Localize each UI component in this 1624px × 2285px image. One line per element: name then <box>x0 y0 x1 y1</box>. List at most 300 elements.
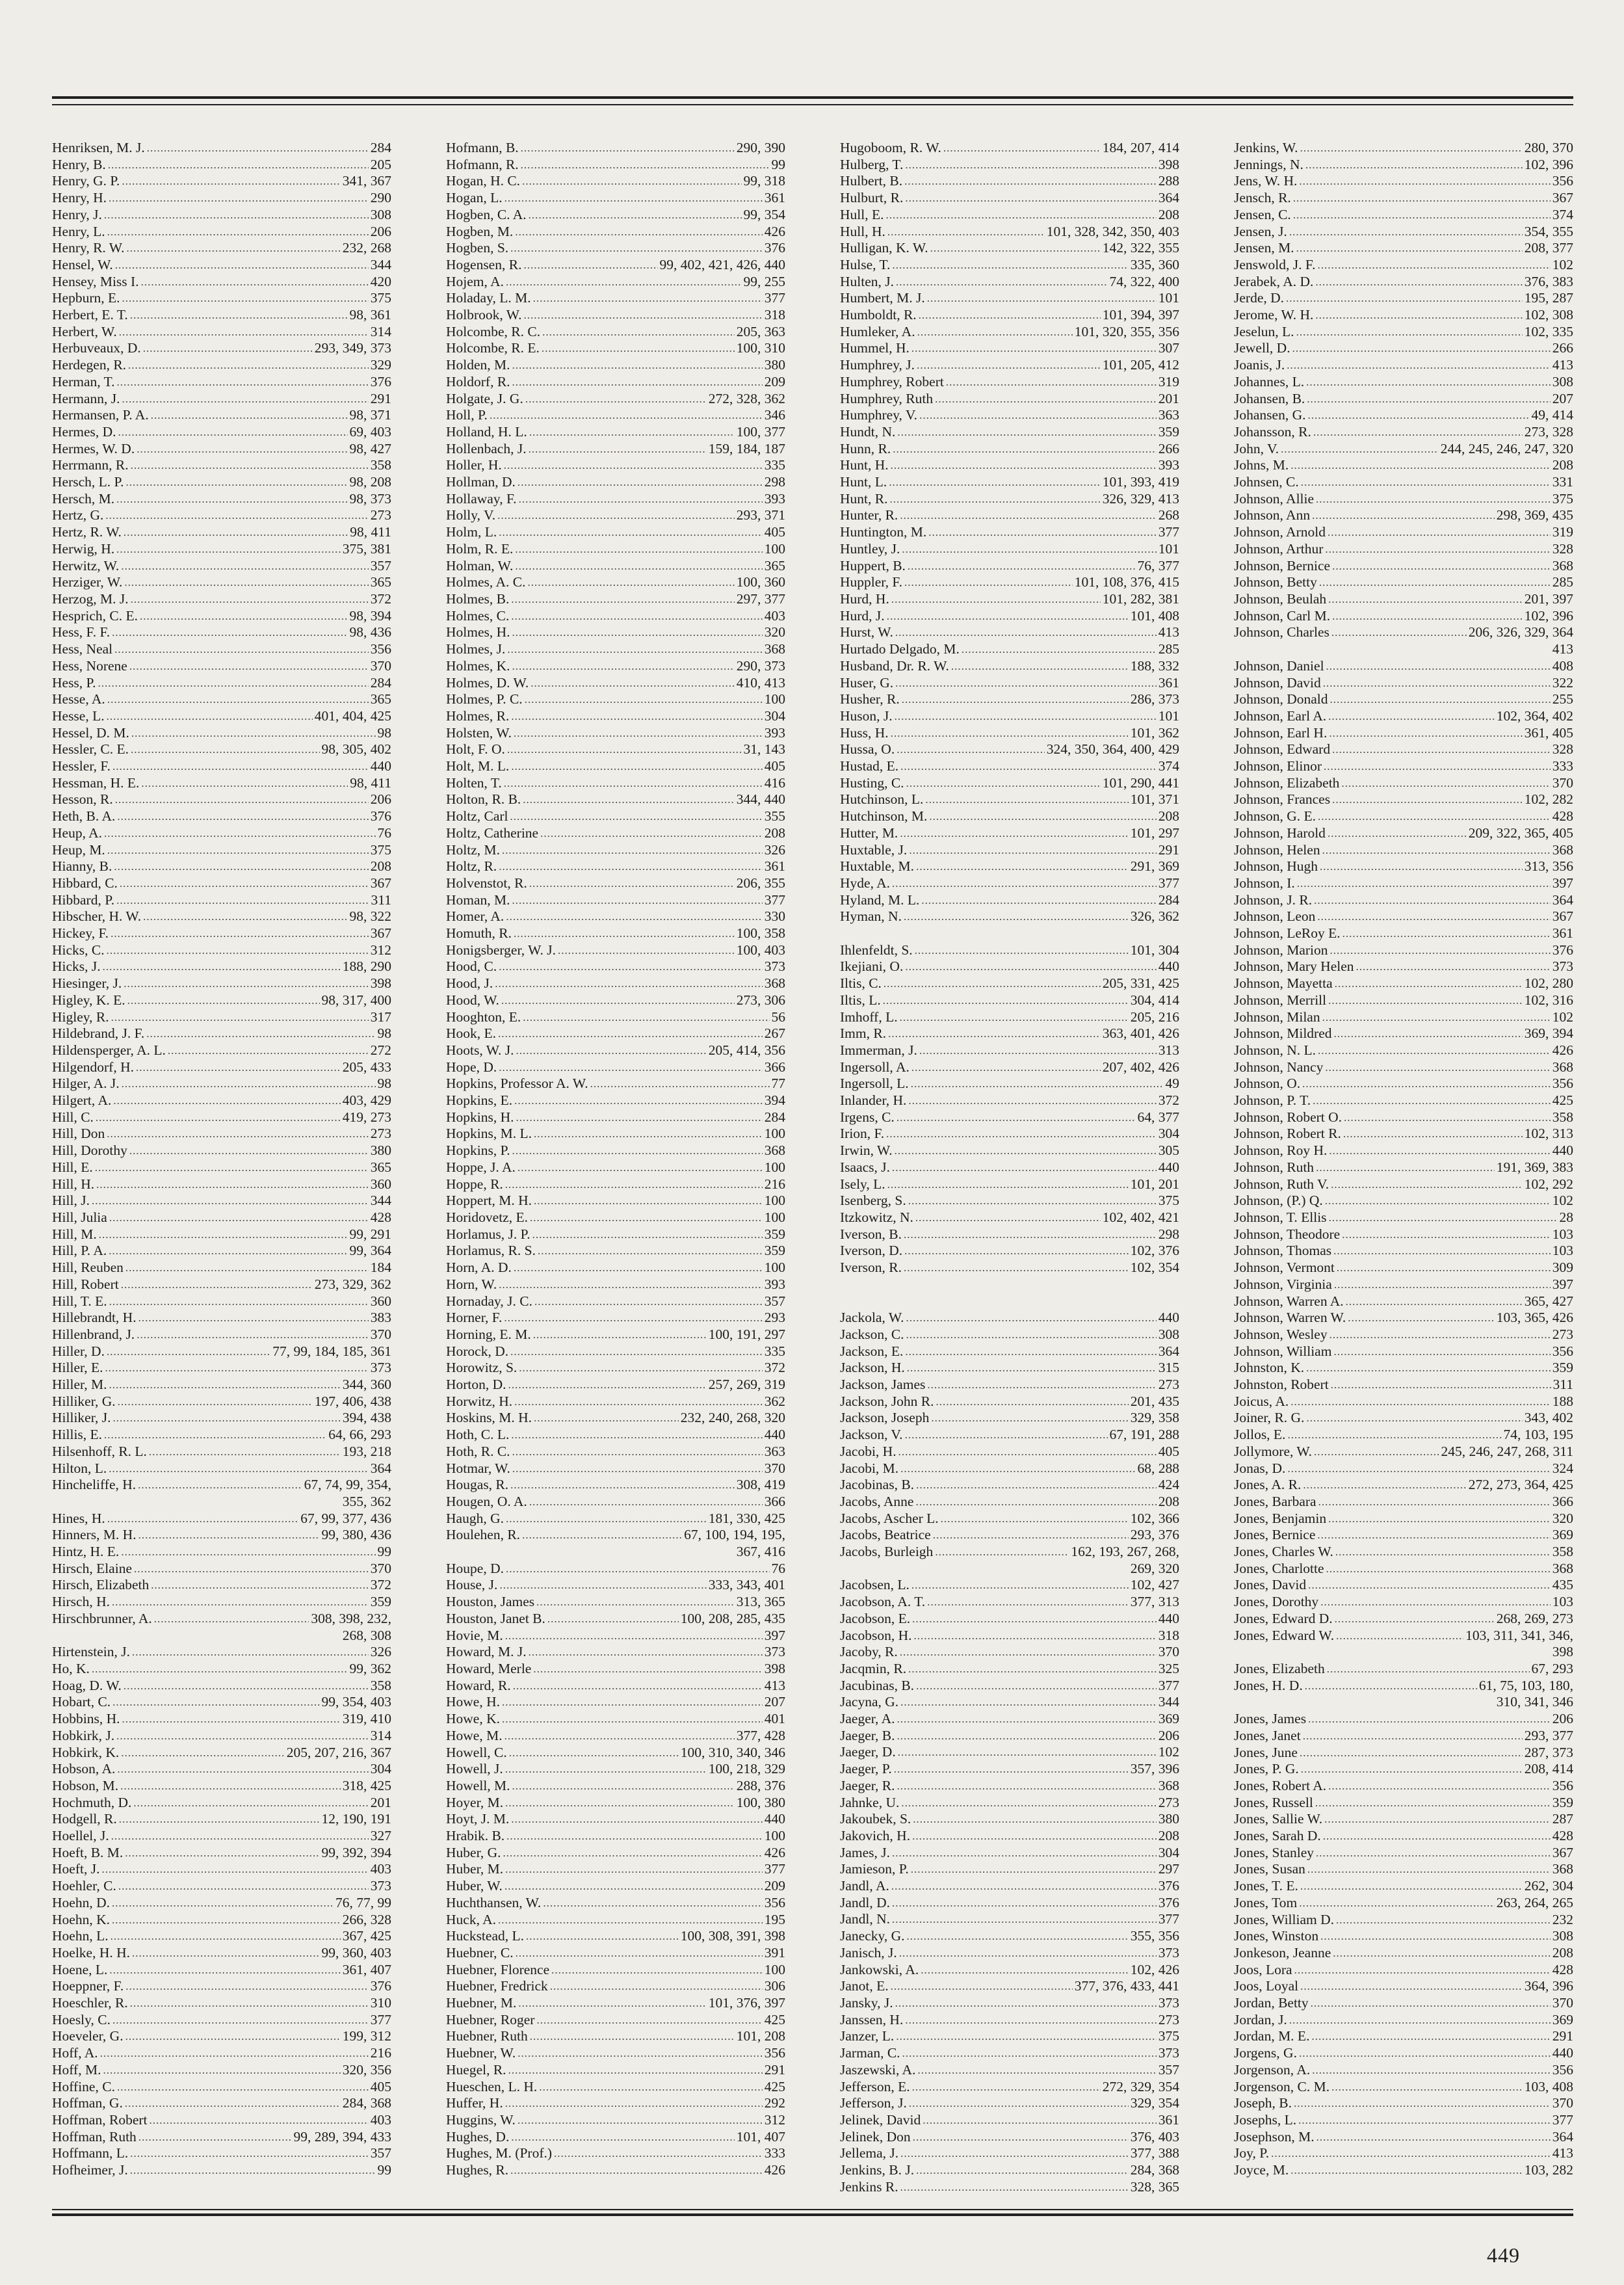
entry-name: Joy, P. <box>1234 2145 1270 2161</box>
entry-pages: 291 <box>1158 841 1179 858</box>
entry-pages: 394 <box>764 1092 785 1109</box>
dot-leader <box>136 1059 341 1076</box>
entry-name: Huckstead, L. <box>446 1928 525 1944</box>
dot-leader <box>512 357 763 374</box>
entry-name: Johnson, Virginia <box>1234 1276 1332 1292</box>
entry-pages: 308 <box>1158 1326 1179 1342</box>
entry-pages: 370 <box>764 1460 785 1476</box>
entry-pages: 102, 282 <box>1524 791 1573 808</box>
entry-name: Horlamus, R. S. <box>446 1243 536 1259</box>
index-entry <box>1234 1042 1573 1059</box>
index-entry <box>1234 1159 1573 1176</box>
entry-pages: 61, 75, 103, 180, <box>1478 1677 1573 1693</box>
entry-name: Hughes, D. <box>446 2128 510 2145</box>
index-entry <box>840 1176 1179 1193</box>
entry-name: Hilsenhoff, R. L. <box>52 1443 147 1459</box>
dot-leader <box>1318 257 1551 274</box>
entry-pages: 335, 360 <box>1130 256 1179 272</box>
entry-name: Jacobs, Anne <box>840 1493 914 1509</box>
index-entry <box>446 1795 785 1812</box>
entry-pages: 184, 207, 414 <box>1102 140 1179 155</box>
entry-pages: 273 <box>1158 1376 1179 1392</box>
entry-name: Husher, R. <box>840 691 900 707</box>
dot-leader <box>887 1176 1129 1193</box>
entry-pages: 313 <box>1158 1042 1179 1058</box>
dot-leader <box>512 1778 735 1795</box>
entry-pages: 375 <box>1552 490 1573 507</box>
entry-name: Hrabik. B. <box>446 1828 505 1844</box>
entry-name: Hochmuth, D. <box>52 1794 132 1810</box>
entry-pages: 99, 360, 403 <box>321 1944 391 1961</box>
dot-leader <box>511 608 762 625</box>
index-entry <box>52 474 391 491</box>
index-entry <box>52 2045 391 2062</box>
dot-leader <box>128 357 369 374</box>
dot-leader <box>928 524 1157 541</box>
entry-name: Josephson, M. <box>1234 2128 1315 2145</box>
entry-name: Huson, J. <box>840 707 893 724</box>
entry-name: Hojem, A. <box>446 273 504 289</box>
entry-pages: 287 <box>1552 1811 1573 1827</box>
index-column-2 <box>446 140 785 2240</box>
dot-leader <box>1332 791 1523 808</box>
index-entry <box>52 1912 391 1929</box>
entry-pages: 102, 376 <box>1130 1243 1179 1259</box>
dot-leader <box>1314 892 1551 909</box>
entry-name: Jones, Winston <box>1234 1928 1319 1944</box>
entry-pages: 425 <box>764 2011 785 2027</box>
index-entry <box>446 558 785 575</box>
index-entry <box>1234 1661 1573 1678</box>
entry-pages: 370 <box>370 1560 391 1576</box>
index-entry <box>446 1561 785 1578</box>
dot-leader <box>506 1561 770 1578</box>
dot-leader <box>501 992 735 1009</box>
dot-leader <box>121 1276 313 1293</box>
dot-leader <box>1318 1494 1551 1511</box>
entry-name: Howard, M. J. <box>446 1644 527 1660</box>
entry-pages: 356 <box>1552 1343 1573 1359</box>
entry-pages: 333, 343, 401 <box>708 1577 785 1593</box>
index-entry <box>52 257 391 274</box>
entry-pages: 355 <box>764 808 785 825</box>
index-entry <box>840 324 1179 341</box>
entry-pages: 330 <box>764 908 785 925</box>
dot-leader <box>899 1945 1157 1962</box>
index-entry <box>52 1293 391 1310</box>
entry-pages: 403 <box>370 1861 391 1877</box>
entry-pages: 326 <box>370 1644 391 1660</box>
index-entry <box>1234 658 1573 675</box>
entry-name: Hoyt, J. M. <box>446 1811 510 1827</box>
entry-pages: 98, 322 <box>349 908 391 925</box>
entry-name: Johnson, Milan <box>1234 1009 1320 1025</box>
index-entry <box>840 1360 1179 1377</box>
entry-pages: 100, 218, 329 <box>708 1761 785 1777</box>
dot-leader <box>530 1209 763 1226</box>
entry-pages: 376 <box>370 373 391 390</box>
index-entry <box>840 1042 1179 1059</box>
entry-name: Hoots, W. J. <box>446 1042 514 1058</box>
dot-leader <box>1292 340 1551 357</box>
entry-pages: 193, 218 <box>342 1443 391 1459</box>
entry-name: Ingersoll, A. <box>840 1059 910 1075</box>
entry-name: Johnson, Elinor <box>1234 758 1322 774</box>
entry-pages: 205, 331, 425 <box>1102 975 1179 992</box>
entry-name: Herzog, M. J. <box>52 590 129 607</box>
entry-name: Hobson, A. <box>52 1761 116 1777</box>
entry-pages: 331 <box>1552 474 1573 490</box>
index-entry <box>1234 1978 1573 1995</box>
entry-pages: 304, 414 <box>1130 992 1179 1008</box>
entry-pages: 100, 377 <box>736 423 785 440</box>
entry-pages: 428 <box>1552 1961 1573 1977</box>
entry-name: Hurst, W. <box>840 624 893 641</box>
entry-pages: 368 <box>764 1142 785 1159</box>
entry-pages: 307 <box>1158 340 1179 356</box>
dot-leader <box>495 975 762 992</box>
entry-pages: 99, 392, 394 <box>321 1844 391 1860</box>
index-entry <box>446 307 785 324</box>
index-entry <box>840 507 1179 524</box>
entry-name: Herbert, W. <box>52 323 117 339</box>
index-entry <box>446 1042 785 1059</box>
index-entry <box>840 524 1179 541</box>
entry-name: Horn, W. <box>446 1276 497 1292</box>
entry-pages: 361, 405 <box>1524 724 1573 741</box>
entry-name: Hussa, O. <box>840 741 895 758</box>
entry-name: Huebner, C. <box>446 1944 514 1961</box>
entry-pages: 367 <box>370 925 391 942</box>
entry-name: Hepburn, E. <box>52 290 120 306</box>
dot-leader <box>506 274 742 291</box>
entry-name: Hopkins, Professor A. W. <box>446 1076 588 1092</box>
dot-leader <box>912 1611 1157 1628</box>
dot-leader <box>534 1193 763 1209</box>
entry-name: Hoeveler, G. <box>52 2028 124 2044</box>
index-entry <box>1234 340 1573 357</box>
entry-name: Jacyna, G. <box>840 1694 899 1710</box>
dot-leader <box>897 1778 1157 1795</box>
index-entry <box>840 1694 1179 1711</box>
dot-leader <box>516 1109 763 1126</box>
dot-leader <box>499 1276 763 1293</box>
dot-leader <box>1290 457 1551 474</box>
entry-name: Hoffman, G. <box>52 2095 123 2111</box>
entry-pages: 102, 427 <box>1130 1577 1179 1593</box>
dot-leader <box>911 1577 1129 1594</box>
entry-pages: 100 <box>764 1828 785 1844</box>
index-entry <box>52 2162 391 2179</box>
index-entry <box>52 1477 391 1494</box>
entry-pages: 101, 290, 441 <box>1102 774 1179 791</box>
dot-leader <box>1299 1895 1495 1912</box>
dot-leader <box>907 1360 1157 1377</box>
index-entry <box>840 1092 1179 1109</box>
index-entry <box>52 1159 391 1176</box>
dot-leader <box>1300 1745 1523 1762</box>
index-entry <box>446 207 785 224</box>
entry-name: Johnson, Arnold <box>1234 524 1326 540</box>
entry-pages: 100, 358 <box>736 925 785 942</box>
index-entry <box>446 1276 785 1293</box>
entry-pages: 361 <box>1552 925 1573 942</box>
dot-leader <box>512 624 763 641</box>
entry-name: Joseph, B. <box>1234 2095 1292 2111</box>
dot-leader <box>508 2062 763 2079</box>
dot-leader <box>504 457 763 474</box>
dot-leader <box>1328 524 1551 541</box>
dot-leader <box>168 1042 369 1059</box>
entry-name: Hyde, A. <box>840 875 891 891</box>
index-entry <box>52 1761 391 1778</box>
entry-name: Howell, M. <box>446 1777 510 1793</box>
entry-name: Johnson, Leon <box>1234 908 1316 925</box>
entry-pages: 368 <box>764 975 785 992</box>
index-entry <box>1234 2112 1573 2129</box>
entry-name: Hill, Reuben <box>52 1260 124 1276</box>
entry-pages: 328 <box>1552 540 1573 557</box>
dot-leader <box>511 708 762 725</box>
index-entry <box>52 558 391 575</box>
entry-name: Holman, W. <box>446 557 514 574</box>
entry-name: Jellema, J. <box>840 2145 899 2161</box>
entry-pages: 372 <box>764 1360 785 1376</box>
entry-name: Iverson, D. <box>840 1243 903 1259</box>
entry-pages: 357 <box>370 2145 391 2161</box>
dot-leader <box>1314 1444 1439 1460</box>
entry-pages: 207 <box>1552 390 1573 406</box>
entry-name: Henriksen, M. J. <box>52 140 145 155</box>
index-entry <box>52 1377 391 1393</box>
dot-leader <box>131 591 369 608</box>
dot-leader <box>122 391 369 408</box>
dot-leader <box>507 741 742 758</box>
entry-pages: 98, 411 <box>350 774 391 791</box>
dot-leader <box>1308 1711 1551 1728</box>
dot-leader <box>891 591 1101 608</box>
entry-pages: 12, 190, 191 <box>321 1811 391 1827</box>
entry-name: Hilger, A. J. <box>52 1076 120 1092</box>
dot-leader <box>916 1477 1157 1494</box>
entry-pages: 197, 406, 438 <box>314 1393 391 1409</box>
entry-pages: 356 <box>764 2045 785 2061</box>
dot-leader <box>1325 541 1550 558</box>
dot-leader <box>895 1995 1157 2012</box>
dot-leader <box>504 775 763 792</box>
index-entry <box>1234 1511 1573 1527</box>
dot-leader <box>1324 1811 1551 1828</box>
entry-name: Hulburt, R. <box>840 190 904 206</box>
dot-leader <box>1327 1661 1530 1678</box>
dot-leader <box>1324 758 1551 775</box>
dot-leader <box>1335 975 1523 992</box>
entry-pages: 326, 329, 413 <box>1102 490 1179 507</box>
dot-leader <box>1344 1109 1551 1126</box>
entry-pages: 201 <box>1158 390 1179 406</box>
entry-name: Jefferson, J. <box>840 2095 907 2111</box>
dot-leader <box>1306 1410 1522 1427</box>
entry-pages: 375 <box>370 290 391 306</box>
index-entry <box>52 942 391 959</box>
entry-pages: 364 <box>370 1460 391 1476</box>
entry-pages: 357 <box>370 557 391 574</box>
entry-pages: 195, 287 <box>1524 290 1573 306</box>
dot-leader <box>891 1878 1157 1895</box>
entry-pages: 369 <box>1552 1527 1573 1543</box>
index-entry <box>52 908 391 925</box>
dot-leader <box>534 1410 679 1427</box>
entry-pages: 99 <box>771 156 785 172</box>
entry-pages: 100 <box>764 1260 785 1276</box>
index-entry <box>446 641 785 658</box>
index-entry <box>1234 1193 1573 1209</box>
entry-name: Jaeger, B. <box>840 1727 895 1743</box>
dot-leader <box>516 1945 763 1962</box>
entry-pages: 257, 269, 319 <box>708 1377 785 1393</box>
dot-leader <box>108 157 369 174</box>
entry-pages: 356 <box>764 1894 785 1910</box>
index-entry <box>1234 1628 1573 1644</box>
entry-name: Johnson, Earl A. <box>1234 707 1327 724</box>
index-entry <box>1234 157 1573 174</box>
index-entry <box>446 2112 785 2129</box>
entry-name: Jones, Charles W. <box>1234 1544 1333 1560</box>
entry-name: Hirsch, Elizabeth <box>52 1577 150 1593</box>
entry-pages: 368 <box>1552 1861 1573 1877</box>
entry-name: Howe, K. <box>446 1711 500 1727</box>
entry-pages: 100, 310 <box>736 340 785 356</box>
entry-pages: 319 <box>1552 524 1573 540</box>
entry-name: Hopkins, P. <box>446 1142 510 1159</box>
entry-name: Holmes, P. C. <box>446 691 523 707</box>
index-entry <box>1234 975 1573 992</box>
dot-leader <box>117 1761 368 1778</box>
dot-leader <box>512 892 763 909</box>
dot-leader <box>936 1393 1129 1410</box>
entry-pages: 366 <box>1552 1493 1573 1509</box>
entry-name: Jenkins, B. J. <box>840 2162 915 2178</box>
dot-leader <box>902 541 1156 558</box>
entry-name: Jelinek, David <box>840 2111 921 2128</box>
dot-leader <box>1335 1544 1551 1561</box>
dot-leader <box>532 1226 763 1243</box>
entry-name: Hood, C. <box>446 958 497 975</box>
entry-pages: 101, 282, 381 <box>1102 590 1179 607</box>
entry-pages: 397 <box>764 1627 785 1643</box>
entry-name: Janot, E. <box>840 1978 889 1994</box>
entry-pages: 191, 369, 383 <box>1496 1159 1573 1175</box>
dot-leader <box>512 658 735 675</box>
entry-name: Jones, A. R. <box>1234 1477 1302 1493</box>
entry-pages: 206, 355 <box>736 875 785 891</box>
entry-name: Holvenstot, R. <box>446 875 527 891</box>
dot-leader <box>917 2062 1156 2079</box>
index-entry <box>446 2129 785 2146</box>
index-entry <box>52 1260 391 1276</box>
entry-name: Johnson, Bernice <box>1234 557 1331 574</box>
entry-pages: 376, 403 <box>1130 2128 1179 2145</box>
dot-leader <box>499 958 763 975</box>
entry-name: Jones, Tom <box>1234 1894 1298 1910</box>
entry-pages: 293, 377 <box>1524 1727 1573 1743</box>
index-entry <box>1234 1243 1573 1260</box>
dot-leader <box>906 775 1101 792</box>
entry-pages: 101, 205, 412 <box>1102 357 1179 373</box>
index-entry <box>1234 1444 1573 1460</box>
entry-pages: 284, 368 <box>342 2095 391 2111</box>
entry-pages: 268, 269, 273 <box>1496 1610 1573 1626</box>
entry-name: Johnson, Vermont <box>1234 1260 1335 1276</box>
entry-pages: 101, 408 <box>1130 607 1179 624</box>
index-entry <box>840 1310 1179 1327</box>
entry-pages: 103 <box>1552 1243 1573 1259</box>
index-entry <box>1234 491 1573 508</box>
entry-name: Holtz, R. <box>446 858 497 875</box>
index-entry <box>1234 1795 1573 1812</box>
entry-name: Johnson, Frances <box>1234 791 1331 808</box>
entry-name: Hermansen, P. A. <box>52 407 149 423</box>
entry-pages: 100 <box>764 1961 785 1977</box>
entry-pages: 103, 365, 426 <box>1496 1310 1573 1326</box>
entry-pages: 272 <box>370 1042 391 1058</box>
dot-leader <box>891 457 1157 474</box>
index-entry <box>1234 1828 1573 1845</box>
index-entry <box>840 641 1179 658</box>
entry-name: Huegel, R. <box>446 2061 506 2078</box>
entry-pages: 393 <box>764 1276 785 1292</box>
index-entry <box>840 1845 1179 1862</box>
index-entry <box>840 407 1179 424</box>
dot-leader <box>107 1343 270 1360</box>
entry-name: Hirsch, Elaine <box>52 1560 132 1576</box>
entry-name: Hirsch, H. <box>52 1594 110 1610</box>
entry-pages: 370 <box>1158 1644 1179 1660</box>
entry-name: Hoffine, C. <box>52 2078 115 2094</box>
entry-pages: 435 <box>1552 1577 1573 1593</box>
entry-name: Horner, F. <box>446 1310 503 1326</box>
entry-pages: 319 <box>1158 373 1179 390</box>
index-entry <box>1234 173 1573 190</box>
entry-name: Hoffman, Robert <box>52 2111 148 2128</box>
index-entry <box>52 1895 391 1912</box>
index-entry <box>1234 558 1573 575</box>
index-entry <box>446 507 785 524</box>
entry-pages: 284 <box>370 674 391 691</box>
index-entry <box>52 290 391 307</box>
index-entry <box>446 858 785 875</box>
dot-leader <box>509 1745 679 1762</box>
entry-name: Joiner, R. G. <box>1234 1410 1305 1426</box>
dot-leader <box>898 1444 1157 1460</box>
dot-leader <box>512 374 763 391</box>
index-entry <box>840 908 1179 925</box>
index-entry <box>446 1142 785 1159</box>
dot-leader <box>122 1711 341 1728</box>
dot-leader <box>1318 808 1551 825</box>
index-entry <box>1234 1728 1573 1745</box>
dot-leader <box>900 507 1156 524</box>
dot-leader <box>504 190 763 207</box>
index-entry <box>446 1861 785 1878</box>
index-entry <box>52 1978 391 1995</box>
index-entry <box>1234 457 1573 474</box>
entry-pages: 377 <box>764 892 785 908</box>
index-entry <box>840 157 1179 174</box>
entry-pages: 341, 367 <box>342 173 391 189</box>
dot-leader <box>915 1209 1101 1226</box>
dot-leader <box>113 1092 340 1109</box>
